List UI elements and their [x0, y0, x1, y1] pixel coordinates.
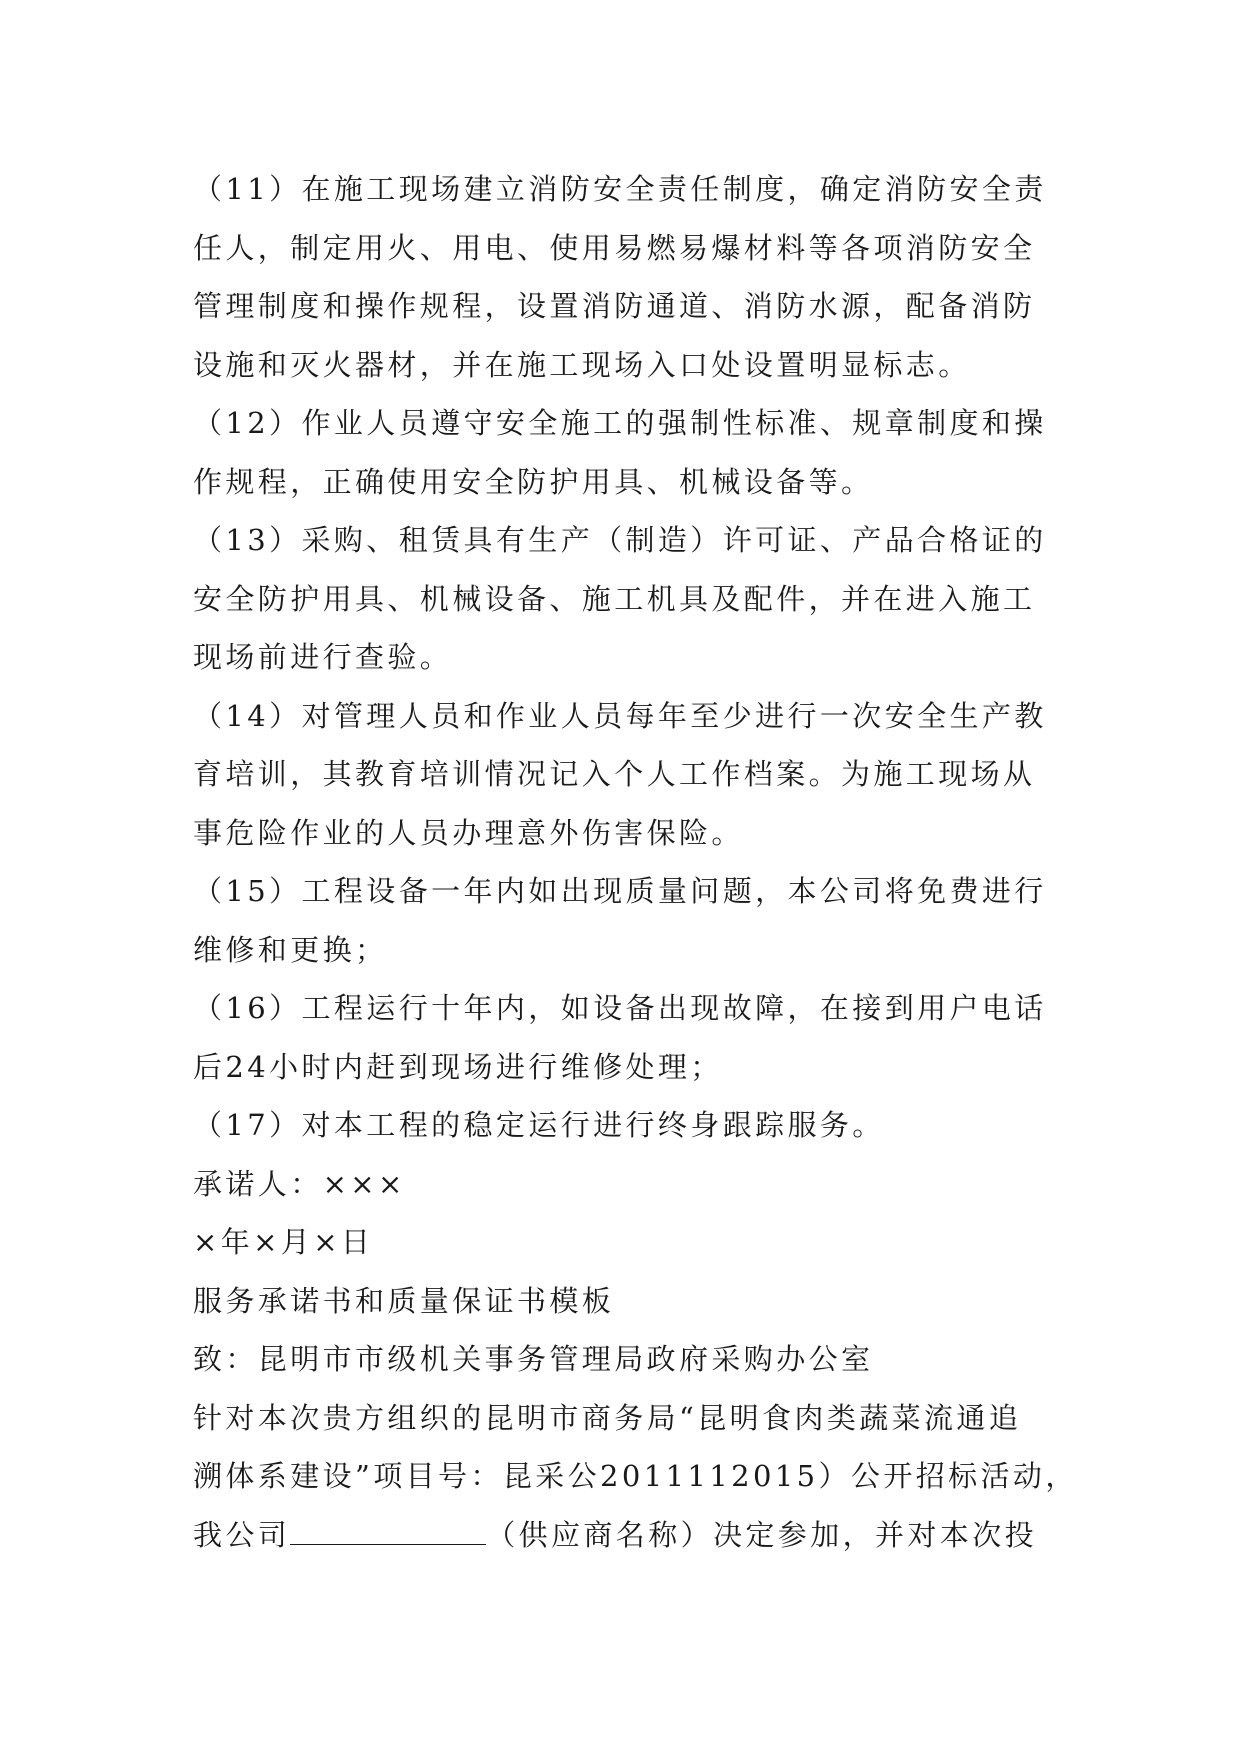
text-line: 作规程，正确使用安全防护用具、机械设备等。	[193, 464, 874, 499]
signature-date: ×年×月×日	[193, 1225, 374, 1259]
commitment-item-11	[193, 160, 1073, 394]
supplier-name-blank	[290, 1522, 486, 1545]
text-line: （14）对管理人员和作业人员每年至少进行一次安全生产教	[193, 698, 1047, 733]
commitment-item-16	[193, 979, 1073, 1096]
text-line: 育培训，其教育培训情况记入个人工作档案。为施工现场从	[193, 757, 1036, 791]
text-line: （13）采购、租赁具有生产（制造）许可证、产品合格证的	[193, 523, 1047, 557]
body-line-with-blank	[193, 1506, 1073, 1565]
commitment-item-14	[193, 687, 1073, 863]
text-line: （17）对本工程的稳定运行进行终身跟踪服务。	[193, 1108, 885, 1142]
text-line: （16）工程运行十年内，如设备出现故障，在接到用户电话	[193, 991, 1047, 1025]
text-line: （12）作业人员遵守安全施工的强制性标准、规章制度和操	[193, 406, 1047, 440]
addressee: 致：昆明市市级机关事务管理局政府采购办公室	[193, 1342, 874, 1376]
body-line-suffix: （供应商名称）决定参加，并对本次投	[486, 1517, 1038, 1552]
body-line-prefix: 我公司	[193, 1517, 291, 1552]
text-line: 现场前进行查验。	[193, 640, 453, 674]
text-line: 设施和灭火器材，并在施工现场入口处设置明显标志。	[193, 347, 971, 382]
body-line: 针对本次贵方组织的昆明市商务局“昆明食肉类蔬菜流通追	[193, 1400, 1022, 1435]
text-line: （15）工程设备一年内如出现质量问题，本公司将免费进行	[193, 874, 1047, 908]
body-line: 溯体系建设”项目号：昆采公2011112015）公开招标活动，	[193, 1459, 1078, 1493]
template-title: 服务承诺书和质量保证书模板	[193, 1283, 615, 1318]
promiser-signature: 承诺人：×××	[193, 1166, 406, 1201]
text-line: 任人，制定用火、用电、使用易燃易爆材料等各项消防安全	[193, 230, 1036, 265]
text-line: （11）在施工现场建立消防安全责任制度，确定消防安全责	[193, 172, 1047, 206]
commitment-item-15	[193, 862, 1073, 979]
commitment-item-12	[193, 394, 1073, 511]
commitment-item-13	[193, 511, 1073, 687]
text-line: 维修和更换；	[193, 932, 388, 967]
text-line: 事危险作业的人员办理意外伤害保险。	[193, 815, 744, 850]
document-body	[193, 160, 1078, 1564]
commitment-item-17	[193, 1096, 1073, 1155]
text-line: 安全防护用具、机械设备、施工机具及配件，并在进入施工	[193, 581, 1036, 616]
text-line: 管理制度和操作规程，设置消防通道、消防水源，配备消防	[193, 289, 1036, 323]
text-line: 后24小时内赶到现场进行维修处理；	[193, 1049, 723, 1084]
